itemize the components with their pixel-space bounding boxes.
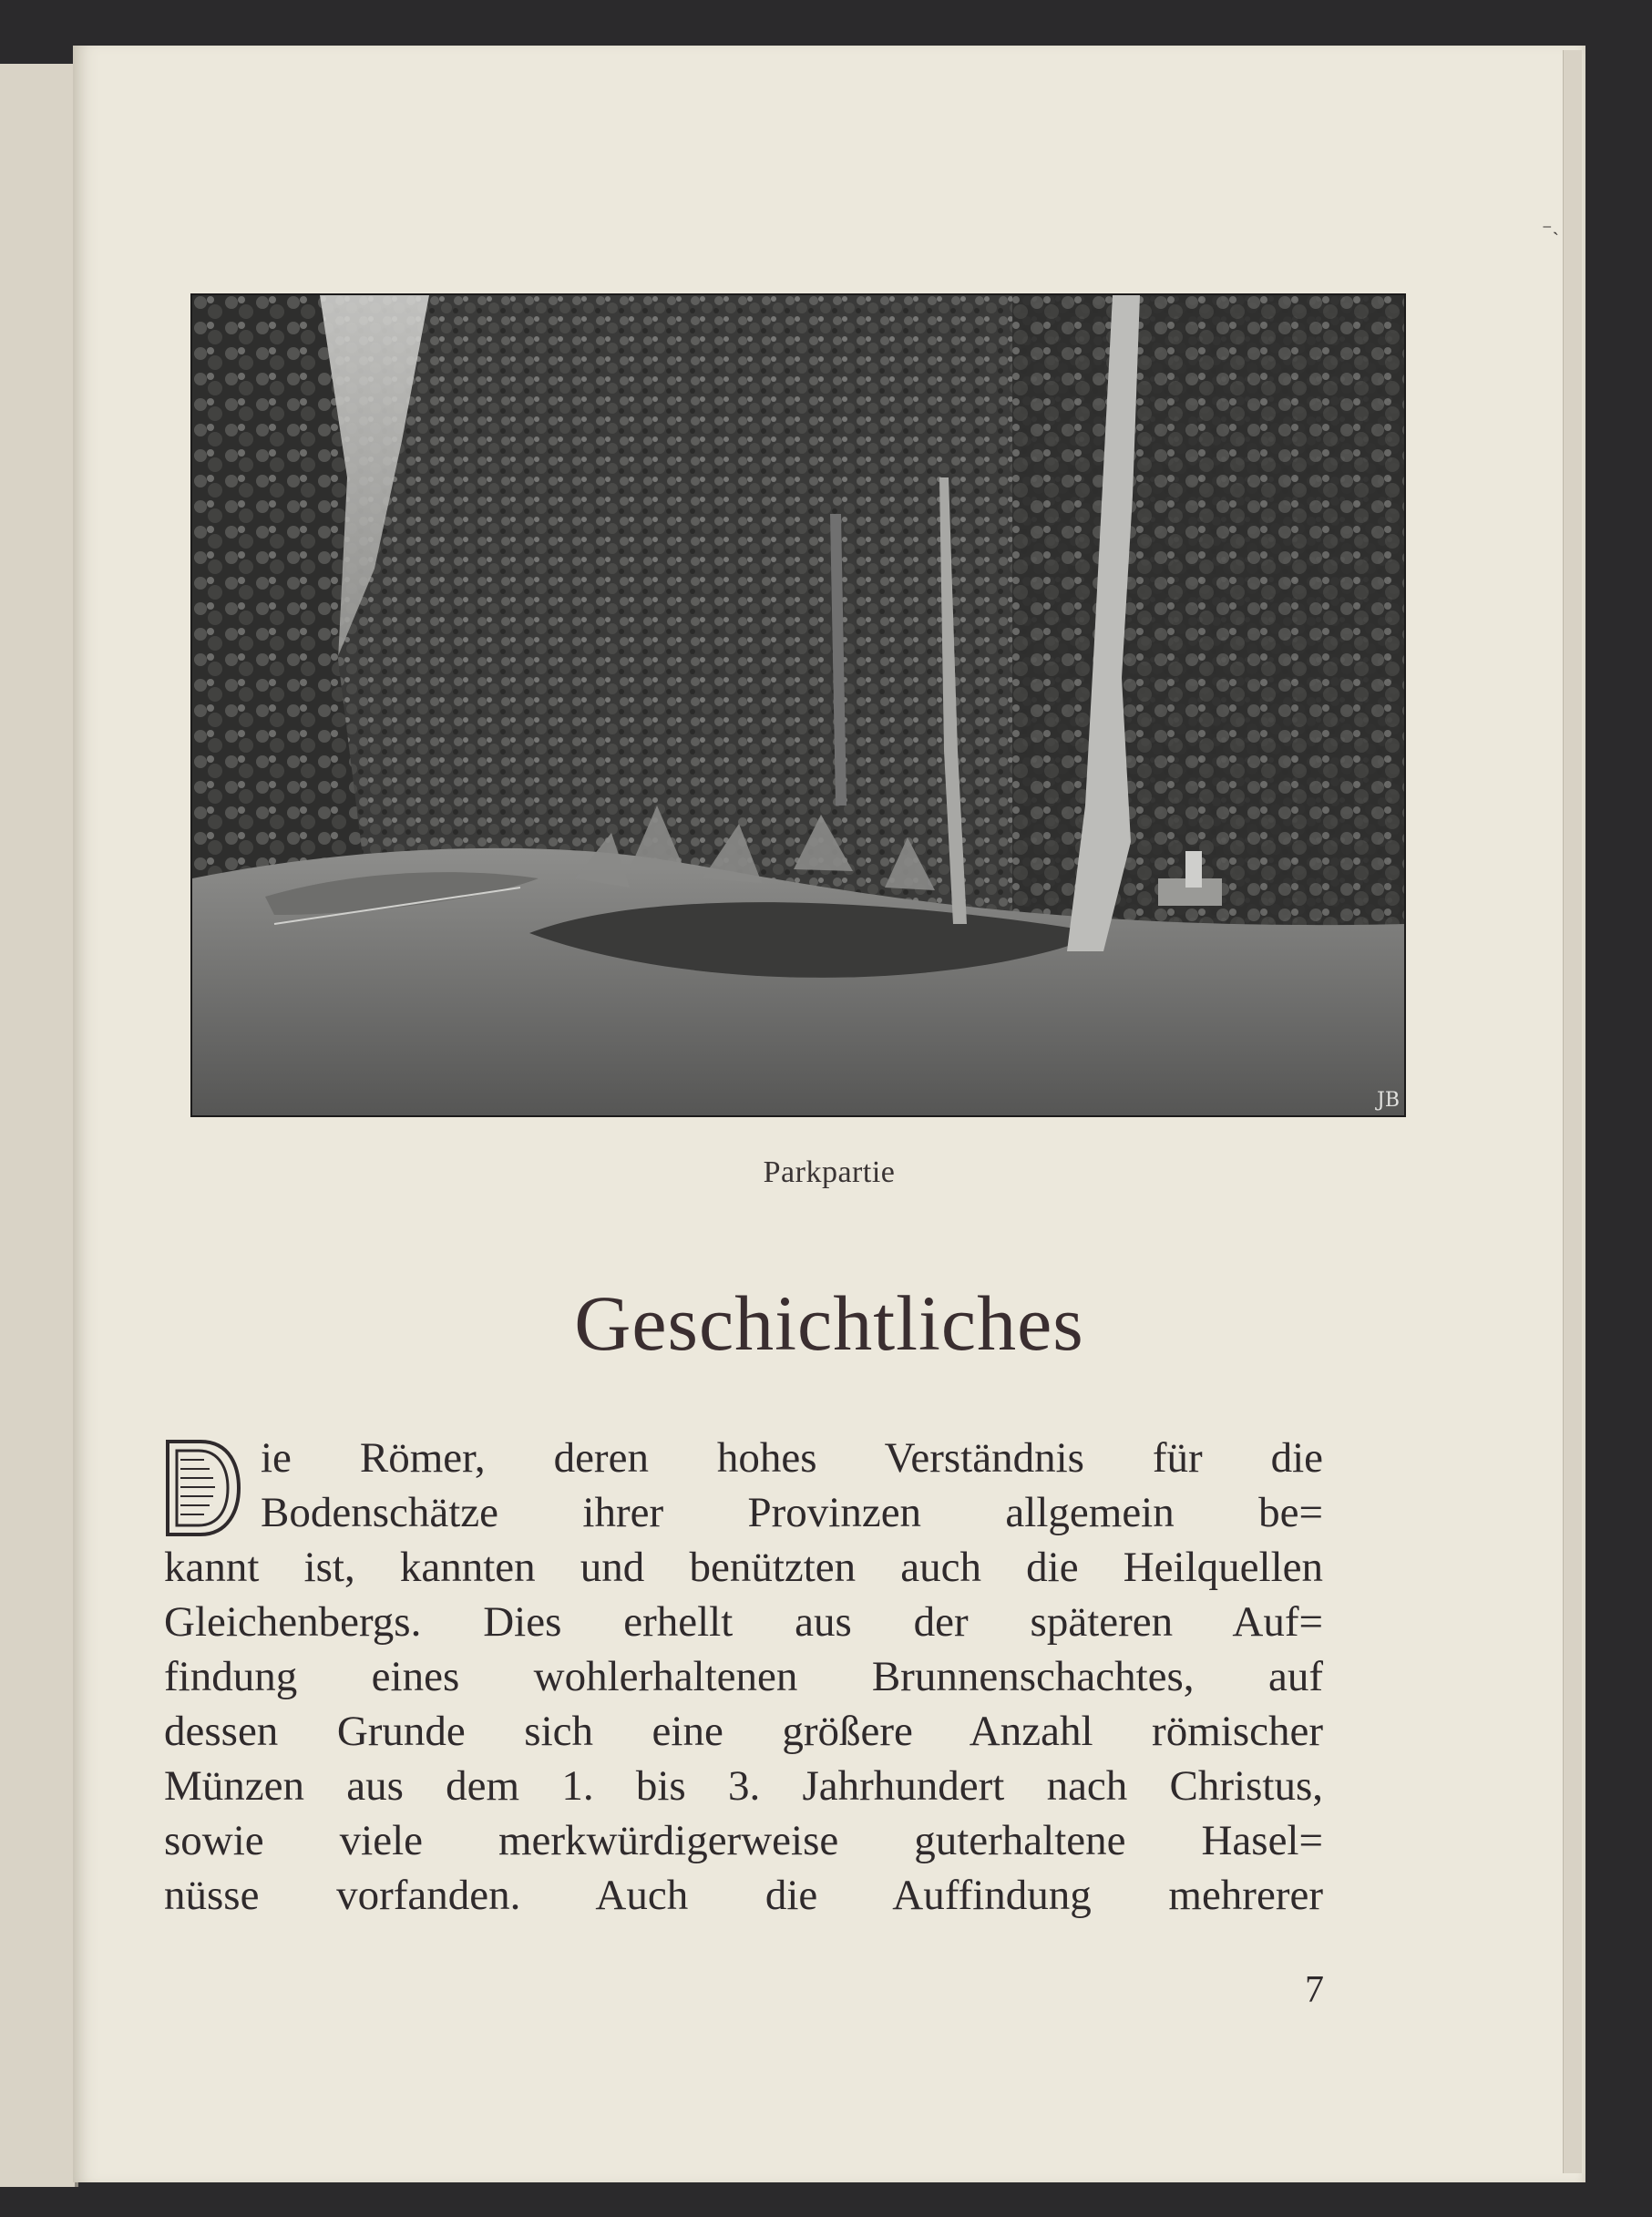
text-line-8: sowie viele merkwürdigerweise guterhaltene Hasel= bbox=[164, 1817, 1323, 1864]
drop-cap-letter bbox=[164, 1438, 242, 1538]
page-stack-edge bbox=[1563, 50, 1582, 2173]
text-line-3: kannt ist, kannten und benützten auch die Heilquellen bbox=[164, 1544, 1323, 1591]
park-photograph bbox=[190, 293, 1406, 1117]
text-line-7: Münzen aus dem 1. bis 3. Jahrhundert nach Christus, bbox=[164, 1762, 1323, 1810]
section-heading: Geschichtliches bbox=[574, 1279, 1084, 1367]
text-line-4: Gleichenbergs. Dies erhellt aus der späteren Auf= bbox=[164, 1598, 1323, 1646]
text-line-1: ie Römer, deren hohes Verständnis für die bbox=[261, 1434, 1323, 1482]
drop-cap-char: D bbox=[164, 1438, 165, 1439]
text-line-9: nüsse vorfanden. Auch die Auffindung mehrerer bbox=[164, 1872, 1323, 1919]
text-line-5: findung eines wohlerhaltenen Brunnenschachtes, auf bbox=[164, 1653, 1323, 1700]
book-page bbox=[73, 46, 1585, 2182]
page-number: 7 bbox=[1305, 1969, 1324, 2011]
photo-caption: Parkpartie bbox=[763, 1155, 896, 1189]
photo-signature: JB bbox=[1377, 1089, 1400, 1112]
text-line-6: dessen Grunde sich eine größere Anzahl römischer bbox=[164, 1708, 1323, 1755]
body-paragraph bbox=[164, 1431, 1323, 1923]
pencil-mark: ⁻˴ bbox=[1542, 220, 1559, 242]
facing-page-edge bbox=[0, 64, 78, 2187]
text-line-2: Bodenschätze ihrer Provinzen allgemein be= bbox=[261, 1489, 1323, 1536]
